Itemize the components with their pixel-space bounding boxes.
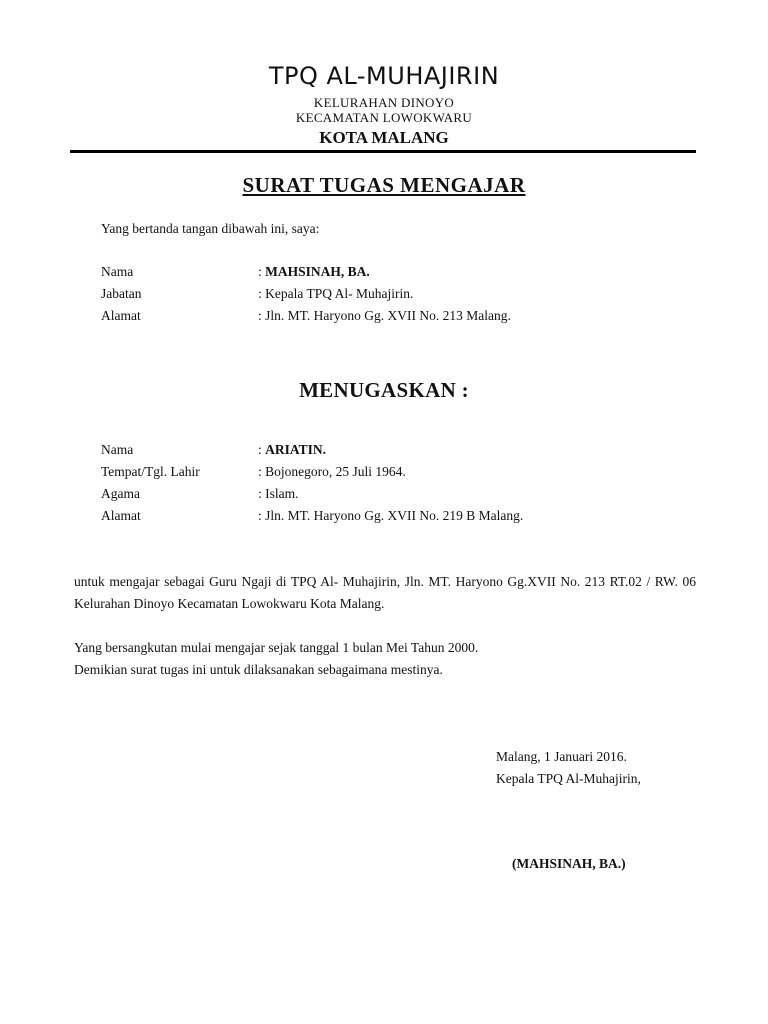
- field-value: : Islam.: [258, 486, 299, 501]
- field-label: Nama: [101, 264, 134, 279]
- header-divider: [70, 150, 696, 153]
- signature-place-date: Malang, 1 Januari 2016.: [496, 749, 627, 764]
- field-label: Alamat: [101, 508, 141, 523]
- field-value: : ARIATIN.: [258, 442, 327, 457]
- field-label: Agama: [101, 486, 140, 501]
- start-date-text: Yang bersangkutan mulai mengajar sejak tanggal 1 bulan Mei Tahun 2000.: [74, 640, 479, 655]
- header-kelurahan: KELURAHAN DINOYO: [313, 95, 455, 110]
- assignment-paragraph: untuk mengajar sebagai Guru Ngaji di TPQ Al- Muhajirin, Jln. MT. Haryono Gg.XVII No. 213 RT.02 / RW. 06 Kelurahan Dinoyo Kecamatan Lowokwaru Kota Malang.: [74, 574, 696, 611]
- field-value: : Jln. MT. Haryono Gg. XVII No. 213 Malang.: [258, 308, 511, 323]
- field-value: : Bojonegoro, 25 Juli 1964.: [258, 464, 406, 479]
- intro-text: Yang bertanda tangan dibawah ini, saya:: [101, 221, 320, 236]
- field-label: Alamat: [101, 308, 141, 323]
- field-value: : Jln. MT. Haryono Gg. XVII No. 219 B Malang.: [258, 508, 524, 523]
- header-kecamatan: KECAMATAN LOWOKWARU: [295, 110, 473, 125]
- signer-name: MAHSINAH, BA.: [265, 264, 370, 279]
- signature-position: Kepala TPQ Al-Muhajirin,: [496, 771, 641, 786]
- signer-row-address: [101, 308, 701, 330]
- assignee-row-address: [101, 508, 701, 530]
- org-name: TPQ AL-MUHAJIRIN: [268, 62, 500, 90]
- field-label: Nama: [101, 442, 134, 457]
- field-label: Tempat/Tgl. Lahir: [101, 464, 200, 479]
- signer-row-position: [101, 286, 701, 308]
- signature-name: (MAHSINAH, BA.): [512, 856, 626, 871]
- assignee-name: ARIATIN.: [265, 442, 327, 457]
- field-value: : Kepala TPQ Al- Muhajirin.: [258, 286, 414, 301]
- document-title: SURAT TUGAS MENGAJAR: [242, 173, 526, 197]
- assignee-row-religion: [101, 486, 701, 508]
- signer-row-name: [101, 264, 701, 286]
- field-value: : MAHSINAH, BA.: [258, 264, 370, 279]
- closing-text: Demikian surat tugas ini untuk dilaksanakan sebagaimana mestinya.: [74, 662, 443, 677]
- assignee-row-birth: [101, 464, 701, 486]
- field-label: Jabatan: [101, 286, 142, 301]
- header-city: KOTA MALANG: [319, 128, 449, 147]
- assign-heading: MENUGASKAN :: [299, 378, 469, 402]
- assignee-row-name: [101, 442, 701, 464]
